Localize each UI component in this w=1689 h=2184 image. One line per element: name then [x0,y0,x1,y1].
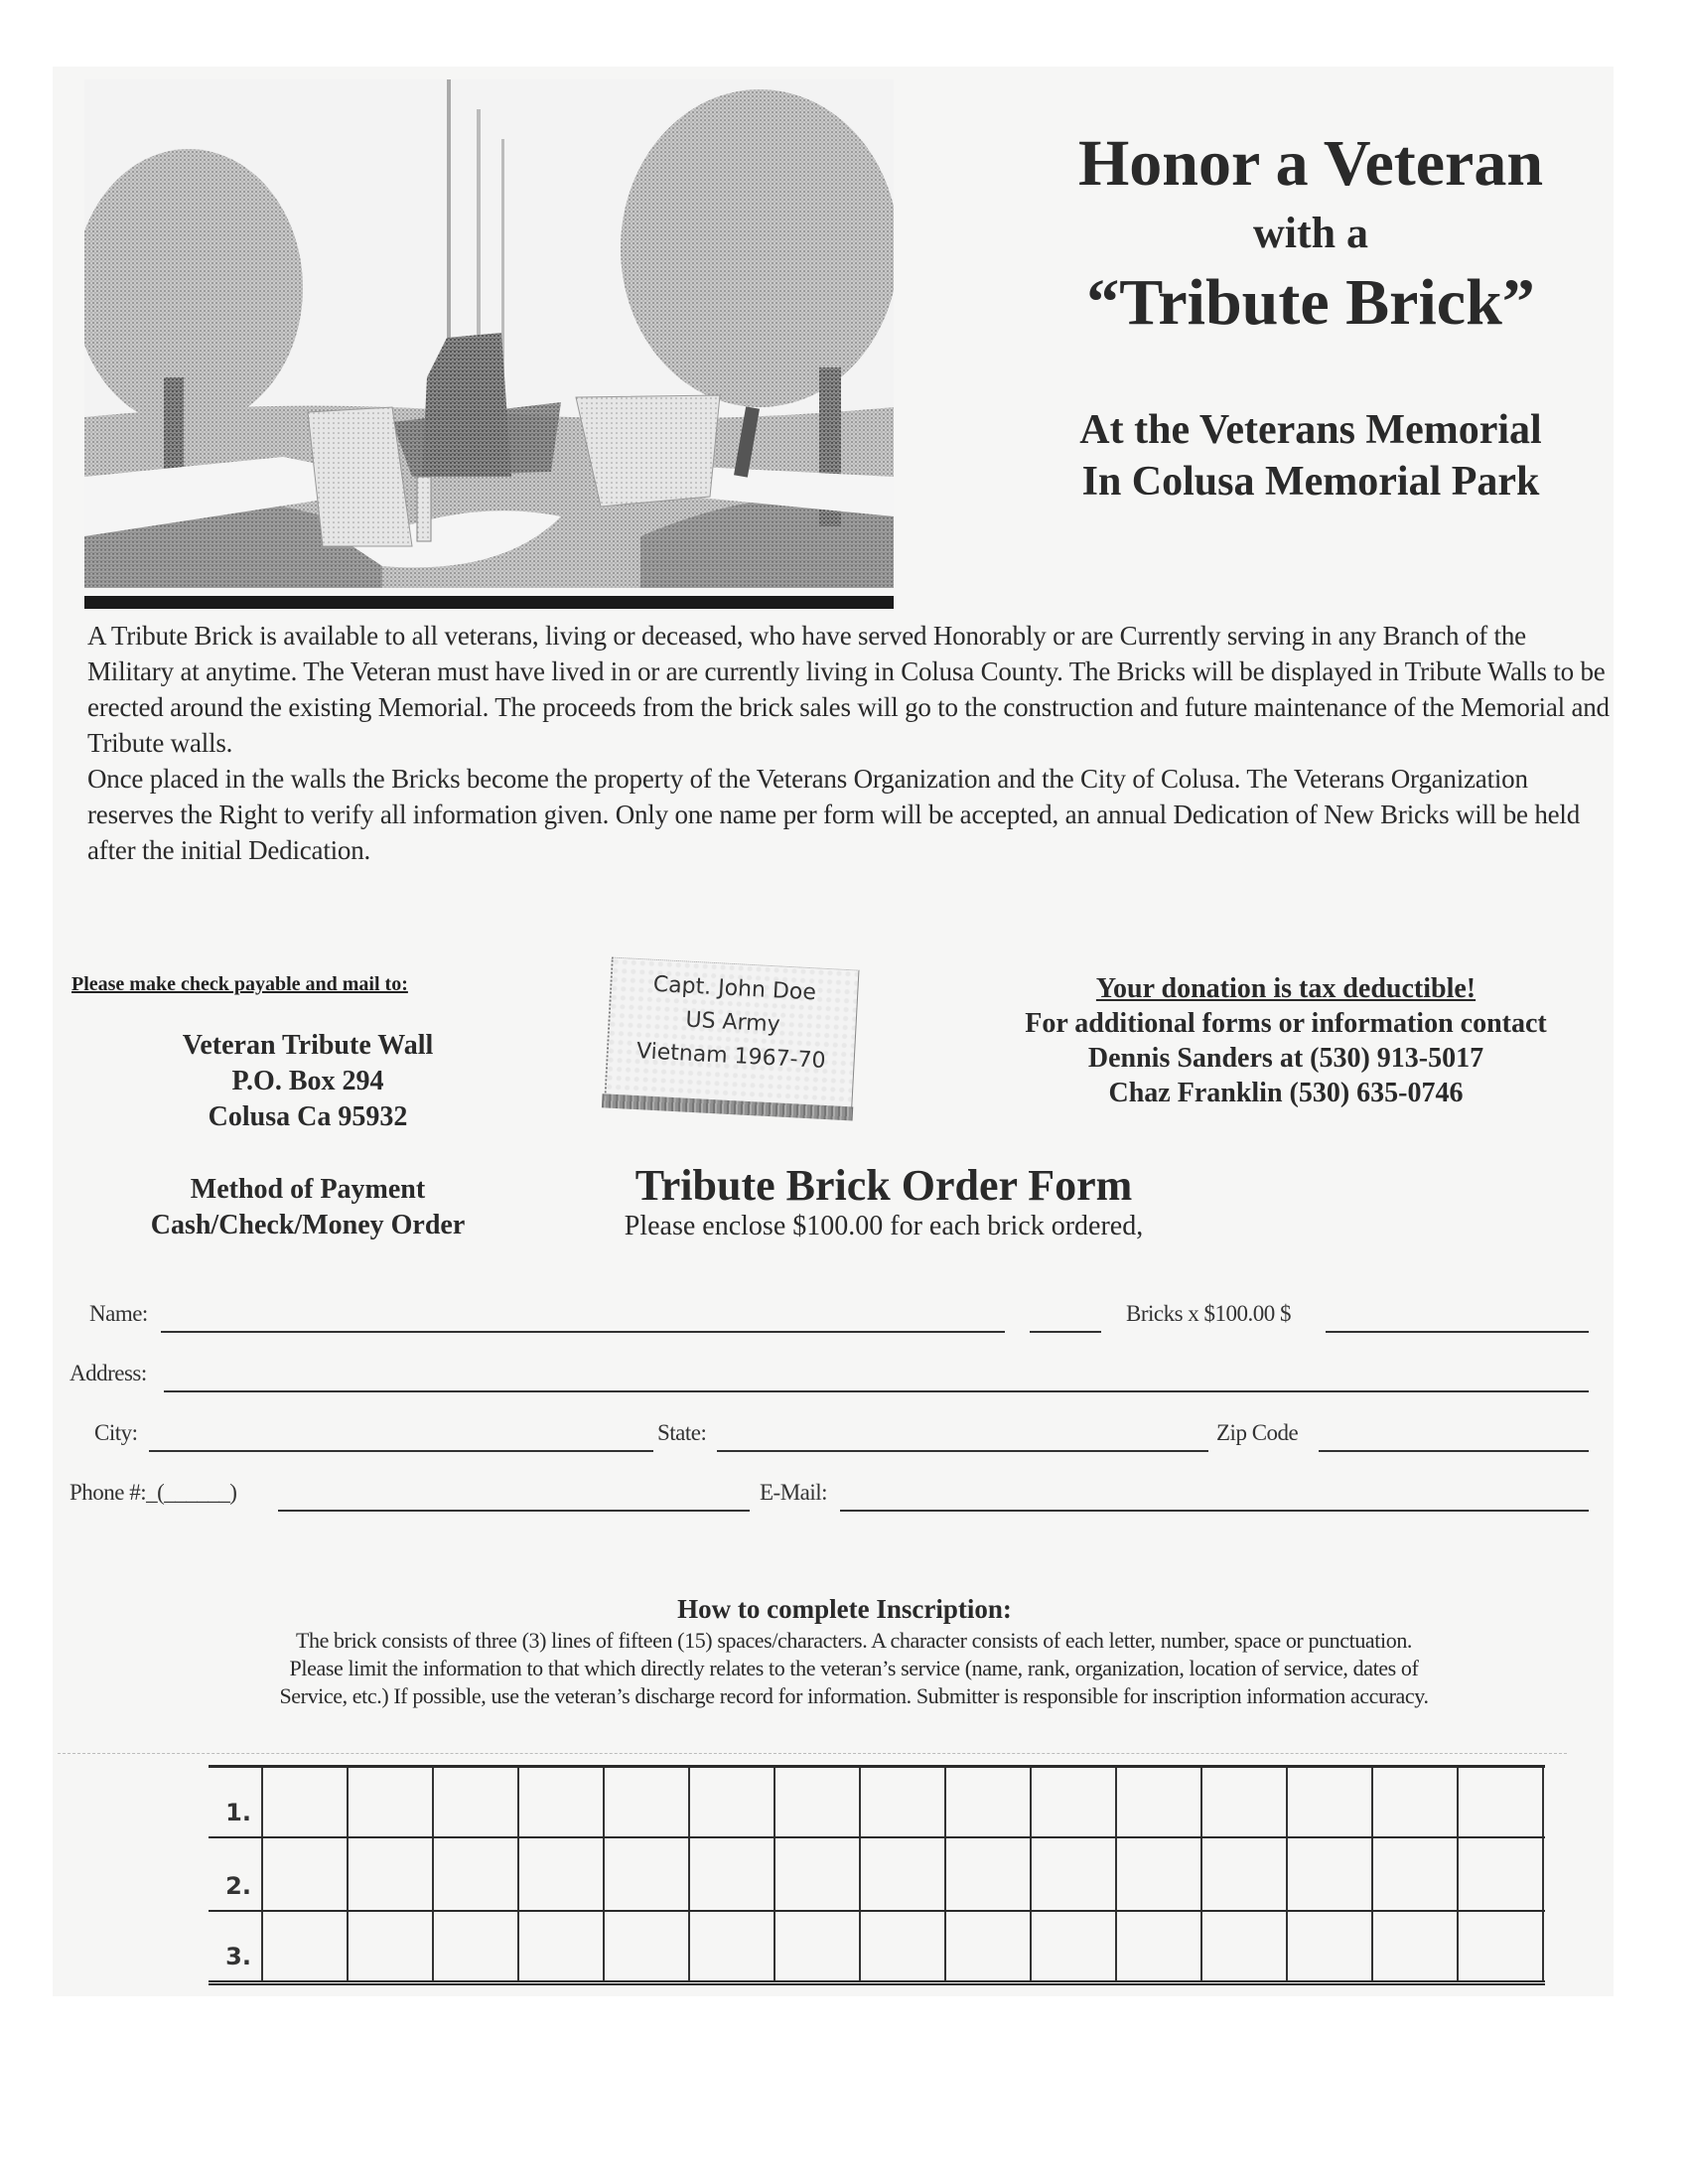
character-cell[interactable] [775,1768,861,1836]
sample-brick-line: Vietnam 1967-70 [635,1039,827,1074]
character-cell[interactable] [1459,1838,1544,1910]
grid-top-dashed-rule [58,1753,1567,1754]
character-cell[interactable] [1459,1768,1544,1836]
character-cell[interactable] [1288,1912,1373,1980]
intro-text [68,618,1617,868]
inscription-line-3 [209,1912,1545,1985]
character-cell[interactable] [946,1912,1032,1980]
line-number-label: 1. [209,1768,263,1836]
contact-person-2: Chaz Franklin (530) 635-0746 [1108,1078,1464,1108]
title-tribute-brick: “Tribute Brick” [1086,266,1535,339]
character-cell[interactable] [519,1912,605,1980]
order-form-title: Tribute Brick Order Form [634,1161,1133,1210]
character-cell[interactable] [349,1912,434,1980]
name-label: Name: [89,1301,148,1326]
inscription-instructions [94,1627,1614,1710]
form-row-address [0,1361,1689,1394]
title-connector: with a [1252,209,1369,257]
character-cell[interactable] [1032,1768,1117,1836]
intro-paragraph-2: Once placed in the walls the Bricks become the property of the Veterans Organization and the City of Colusa. The Veterans Organization reserves the Right to verify all information given. Only one name per form will be accepted, an annual Dedication of New Bricks will be held after the initial Dedication. [87,764,1581,865]
character-cell[interactable] [519,1838,605,1910]
sample-brick-image [605,957,860,1109]
character-cell[interactable] [946,1838,1032,1910]
form-row-city-state-zip [0,1420,1689,1454]
contact-intro: For additional forms or information contact [1025,1008,1547,1039]
state-label: State: [657,1420,707,1445]
character-cell[interactable] [690,1912,775,1980]
character-cell[interactable] [605,1838,690,1910]
character-cell[interactable] [434,1768,519,1836]
character-cell[interactable] [349,1838,434,1910]
contact-block [948,971,1623,1110]
character-cell[interactable] [1288,1768,1373,1836]
inscription-instruction-line: Please limit the information to that which directly relates to the veteran’s service (name, rank, organization, location of service, dates of [289,1656,1419,1680]
character-cell[interactable] [1032,1912,1117,1980]
mail-address-line: Veteran Tribute Wall [182,1030,434,1061]
mail-heading: Please make check payable and mail to: [71,973,408,995]
order-form-subtitle: Please enclose $100.00 for each brick ordered, [624,1211,1144,1241]
line-number-label: 2. [209,1838,263,1910]
mail-address-line: P.O. Box 294 [231,1066,384,1096]
character-cell[interactable] [1288,1838,1373,1910]
phone-label: Phone #:_(______) [70,1480,237,1505]
inscription-title: How to complete Inscription: [677,1594,1012,1624]
contact-person-1: Dennis Sanders at (530) 913-5017 [1087,1043,1484,1074]
character-cell[interactable] [861,1838,946,1910]
character-cell[interactable] [775,1838,861,1910]
character-cell[interactable] [349,1768,434,1836]
phone-field[interactable] [278,1482,750,1512]
address-field[interactable] [164,1363,1589,1392]
city-field[interactable] [149,1422,653,1452]
subtitle-location-2: In Colusa Memorial Park [1081,459,1540,505]
character-cell[interactable] [1373,1912,1459,1980]
inscription-grid [209,1765,1545,1985]
memorial-illustration [84,79,894,588]
city-label: City: [94,1420,138,1445]
payment-method [99,1172,516,1243]
payment-options: Cash/Check/Money Order [150,1210,466,1240]
email-field[interactable] [840,1482,1589,1512]
zip-code-field[interactable] [1319,1422,1589,1452]
character-cell[interactable] [1202,1912,1288,1980]
character-cell[interactable] [1117,1912,1202,1980]
character-cell[interactable] [605,1912,690,1980]
character-cell[interactable] [1202,1768,1288,1836]
character-cell[interactable] [263,1838,349,1910]
bricks-price-label: Bricks x $100.00 $ [1126,1301,1292,1326]
mail-address [119,1028,496,1135]
character-cell[interactable] [690,1838,775,1910]
character-cell[interactable] [263,1912,349,1980]
character-cell[interactable] [861,1768,946,1836]
mail-address-line: Colusa Ca 95932 [208,1101,408,1132]
title-main: Honor a Veteran [1077,127,1544,200]
title-block [993,124,1628,508]
character-cell[interactable] [605,1768,690,1836]
character-cell[interactable] [434,1838,519,1910]
name-field[interactable] [161,1303,1005,1333]
state-field[interactable] [717,1422,1208,1452]
character-cell[interactable] [775,1912,861,1980]
character-cell[interactable] [1032,1838,1117,1910]
sample-brick-line: US Army [684,1007,781,1038]
character-cell[interactable] [1117,1838,1202,1910]
zip-label: Zip Code [1216,1420,1299,1445]
inscription-instruction-line: Service, etc.) If possible, use the veteran’s discharge record for information. Submitter is responsible for inscription information accuracy. [279,1683,1429,1708]
brick-quantity-field[interactable] [1030,1303,1101,1333]
email-label: E-Mail: [760,1480,828,1505]
character-cell[interactable] [861,1912,946,1980]
character-cell[interactable] [1117,1768,1202,1836]
sample-brick-line: Capt. John Doe [652,971,817,1006]
form-row-phone-email [0,1480,1689,1514]
inscription-line-2 [209,1838,1545,1912]
character-cell[interactable] [1373,1838,1459,1910]
address-label: Address: [70,1361,147,1385]
tax-deductible-note: Your donation is tax deductible! [1095,973,1477,1004]
line-number-label: 3. [209,1912,263,1980]
character-cell[interactable] [434,1912,519,1980]
subtitle-location-1: At the Veterans Memorial [1079,407,1542,453]
inscription-instruction-line: The brick consists of three (3) lines of fifteen (15) spaces/characters. A character consists of each letter, number, space or punctuation. [295,1628,1413,1653]
total-amount-field[interactable] [1326,1303,1589,1333]
character-cell[interactable] [263,1768,349,1836]
intro-paragraph-1: A Tribute Brick is available to all veterans, living or deceased, who have served Honorably or are Currently serving in any Branch of the Military at anytime. The Veteran must have lived in or are currently living in Colusa County. The Bricks will be displayed in Tribute Walls to be erected around the existing Memorial. The proceeds from the brick sales will go to the construction and future maintenance of the Memorial and Tribute walls. [87,621,1610,758]
inscription-line-1 [209,1765,1545,1838]
character-cell[interactable] [1202,1838,1288,1910]
character-cell[interactable] [1459,1912,1544,1980]
character-cell[interactable] [946,1768,1032,1836]
payment-heading: Method of Payment [190,1174,426,1205]
memorial-sketch-image [84,79,894,588]
illustration-divider-bar [84,596,894,609]
character-cell[interactable] [519,1768,605,1836]
character-cell[interactable] [1373,1768,1459,1836]
form-row-name [0,1301,1689,1335]
character-cell[interactable] [690,1768,775,1836]
